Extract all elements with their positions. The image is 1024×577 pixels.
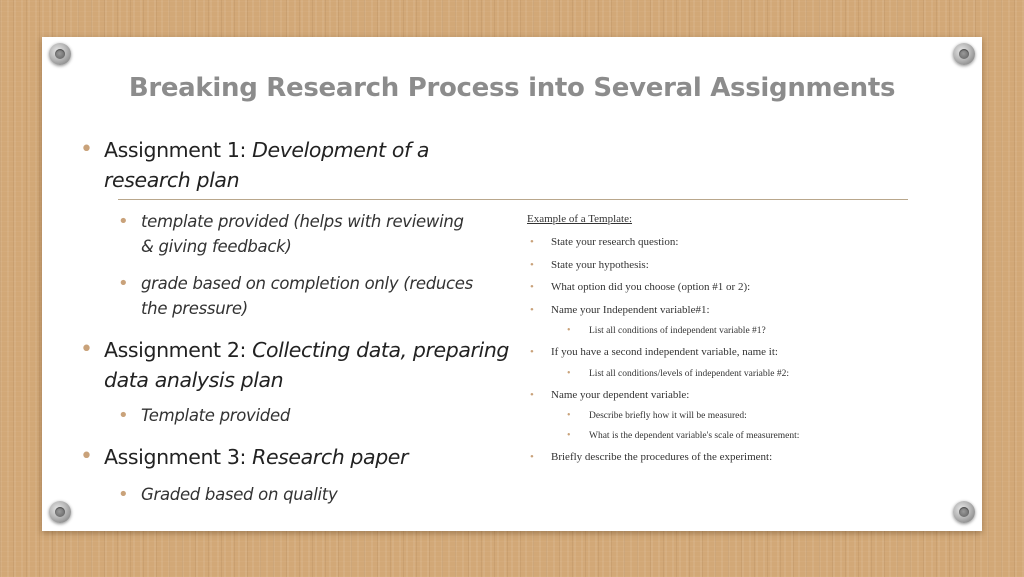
template-item — [527, 446, 947, 469]
bullet-icon: • — [567, 367, 571, 379]
template-item-text: Describe briefly how it will be measured: — [589, 411, 747, 421]
pushpin-icon — [953, 43, 975, 65]
assignment-prefix: Assignment 2: — [104, 338, 253, 362]
slide-title: Breaking Research Process into Several Assignments — [128, 73, 896, 103]
pushpin-icon — [49, 501, 71, 523]
template-item-list — [527, 231, 947, 469]
template-subitem — [527, 364, 947, 384]
template-item-text: If you have a second independent variable, name it: — [551, 346, 778, 358]
bullet-icon: • — [118, 273, 129, 294]
template-item-text: Briefly describe the procedures of the experiment: — [551, 451, 773, 463]
bullet-icon: • — [80, 444, 93, 469]
subitem-text: Graded based on quality — [141, 485, 338, 504]
assignment-subitem — [116, 209, 481, 259]
bullet-icon: • — [118, 484, 129, 505]
template-subitem — [527, 426, 947, 446]
assignment-list — [78, 135, 508, 507]
template-subitem — [527, 406, 947, 426]
template-example — [527, 213, 947, 469]
subitem-text: template provided (helps with reviewing & giving feedback) — [141, 212, 464, 256]
template-item-text: What is the dependent variable's scale of measurement: — [589, 431, 800, 441]
bullet-icon: • — [530, 303, 534, 316]
template-item-text: Name your dependent variable: — [551, 388, 690, 401]
template-item — [527, 384, 947, 407]
template-heading: Example of a Template: — [527, 213, 633, 225]
template-item-text: State your research question: — [551, 236, 679, 248]
template-item-text: What option did you choose (option #1 or 2): — [551, 281, 751, 293]
template-item-text: State your hypothesis: — [551, 258, 649, 271]
bullet-icon: • — [530, 281, 534, 293]
bullet-icon: • — [118, 211, 129, 232]
bullet-icon: • — [567, 430, 571, 441]
assignment-prefix: Assignment 1: — [104, 138, 253, 162]
assignment-title: Development of a research plan — [104, 138, 430, 192]
template-item — [527, 341, 947, 364]
template-item-text: List all conditions/levels of independent variable #2: — [589, 368, 789, 379]
slide — [42, 37, 982, 531]
bullet-icon: • — [530, 388, 534, 401]
subitem-text: grade based on completion only (reduces the pressure) — [141, 274, 473, 318]
bullet-icon: • — [530, 346, 534, 358]
template-item-text: Name your Independent variable#1: — [551, 303, 710, 316]
pushpin-icon — [953, 501, 975, 523]
assignment-subitem — [116, 271, 481, 321]
template-item — [527, 231, 947, 254]
assignment-prefix: Assignment 3: — [104, 445, 253, 469]
template-item-text: List all conditions of independent variable #1? — [589, 326, 766, 336]
template-item — [527, 299, 947, 322]
assignment-item — [78, 442, 524, 472]
bullet-icon: • — [567, 325, 571, 336]
bullet-icon: • — [80, 337, 93, 362]
pushpin-icon — [49, 43, 71, 65]
subitem-text: Template provided — [141, 406, 290, 425]
bullet-icon: • — [530, 258, 534, 271]
bullet-icon: • — [530, 451, 534, 463]
assignment-title: Research paper — [252, 445, 409, 469]
assignment-subitem — [116, 403, 481, 428]
bullet-icon: • — [80, 137, 93, 162]
assignment-item — [78, 135, 434, 195]
template-subitem — [527, 321, 947, 341]
assignment-item — [78, 335, 524, 395]
bullet-icon: • — [118, 405, 129, 426]
assignment-title: Collecting data, preparing data analysis plan — [104, 338, 510, 392]
assignment-subitem — [116, 482, 481, 507]
bullet-icon: • — [530, 236, 534, 248]
bullet-icon: • — [567, 410, 571, 421]
template-item — [527, 276, 947, 299]
template-item — [527, 254, 947, 277]
